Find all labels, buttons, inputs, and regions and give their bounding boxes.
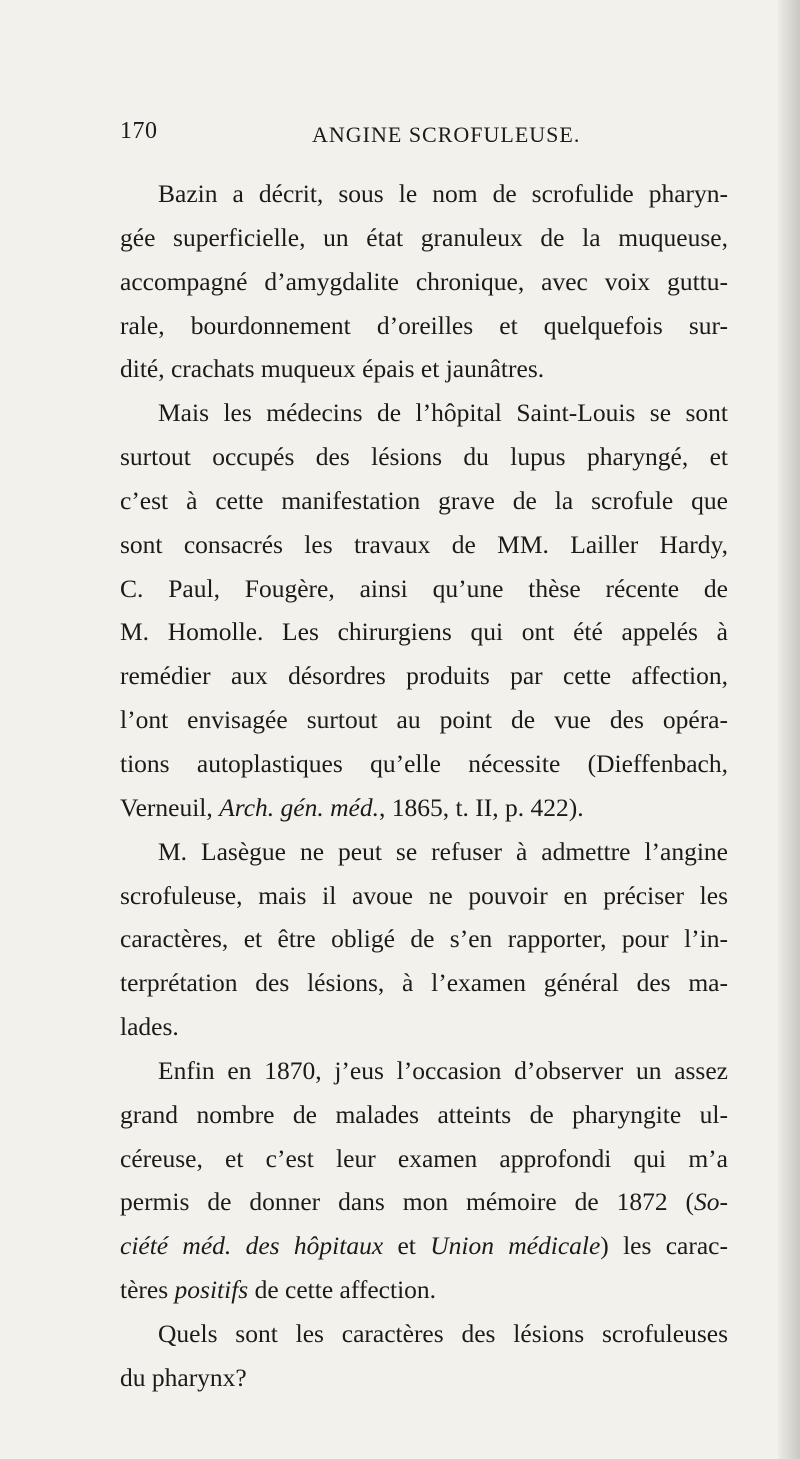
text-line: dité, crachats muqueux épais et jaunâtres. <box>120 354 545 384</box>
text-line: Quels sont les caractères des lésions scrofuleuses <box>158 1318 728 1348</box>
text-segment: ) les carac- <box>600 1231 728 1261</box>
body-text <box>120 172 728 1400</box>
text-line: surtout occupés des lésions du lupus pharyngé, et <box>120 442 728 472</box>
text-line: tions autoplastiques qu’elle nécessite (Dieffenbach, <box>120 748 728 778</box>
journal-citation: ciété méd. des hôpitaux <box>120 1231 384 1261</box>
text-line-with-citation <box>120 1180 728 1224</box>
text-line: grand nombre de malades atteints de pharyngite ul- <box>120 1099 728 1129</box>
text-line: M. Homolle. Les chirurgiens qui ont été appelés à <box>120 617 728 647</box>
text-line: accompagné d’amygdalite chronique, avec voix guttu- <box>120 266 728 296</box>
emphasized-word: positifs <box>174 1275 249 1305</box>
page-number: 170 <box>120 118 158 144</box>
text-line-with-citation <box>120 1224 728 1268</box>
text-line: Enfin en 1870, j’eus l’occasion d’observer un assez <box>158 1055 728 1085</box>
journal-citation: Union médicale <box>430 1231 601 1261</box>
text-line-with-emphasis <box>120 1268 728 1312</box>
text-line: céreuse, et c’est leur examen approfondi qui m’a <box>120 1143 728 1173</box>
text-line: du pharynx? <box>120 1362 247 1392</box>
text-segment: , 1865, t. II, p. 422). <box>378 792 584 822</box>
text-segment: tères <box>120 1275 175 1305</box>
text-line-with-citation <box>120 786 728 830</box>
text-line: l’ont envisagée surtout au point de vue des opéra- <box>120 705 728 735</box>
text-line: C. Paul, Fougère, ainsi qu’une thèse récente de <box>120 573 728 603</box>
text-segment: Verneuil, <box>120 792 220 822</box>
text-line: terprétation des lésions, à l’examen général des ma- <box>120 968 728 998</box>
text-line: caractères, et être obligé de s’en rapporter, pour l’in- <box>120 924 728 954</box>
text-line: remédier aux désordres produits par cette affection, <box>120 661 728 691</box>
text-line: Bazin a décrit, sous le nom de scrofulide pharyn- <box>158 179 728 208</box>
text-segment: permis de donner dans mon mémoire de 1872 ( <box>120 1187 694 1217</box>
text-line: gée superficielle, un état granuleux de la muqueuse, <box>120 222 728 252</box>
text-line: lades. <box>120 1012 179 1042</box>
page-edge-shadow <box>778 0 800 1459</box>
journal-citation: Arch. gén. méd. <box>219 792 379 822</box>
journal-citation: So- <box>694 1187 728 1217</box>
text-line: sont consacrés les travaux de MM. Lailler Hardy, <box>120 529 728 559</box>
text-segment: et <box>383 1231 431 1261</box>
text-line: c’est à cette manifestation grave de la scrofule que <box>120 485 728 515</box>
text-segment: de cette affection. <box>248 1275 437 1305</box>
page-header <box>120 118 720 158</box>
text-line: scrofuleuse, mais il avoue ne pouvoir en préciser les <box>120 880 728 910</box>
running-title: ANGINE SCROFULEUSE. <box>312 122 581 147</box>
text-line: M. Lasègue ne peut se refuser à admettre l’angine <box>158 836 728 866</box>
text-line: Mais les médecins de l’hôpital Saint-Louis se sont <box>158 398 728 428</box>
text-line: rale, bourdonnement d’oreilles et quelquefois sur- <box>120 310 728 340</box>
